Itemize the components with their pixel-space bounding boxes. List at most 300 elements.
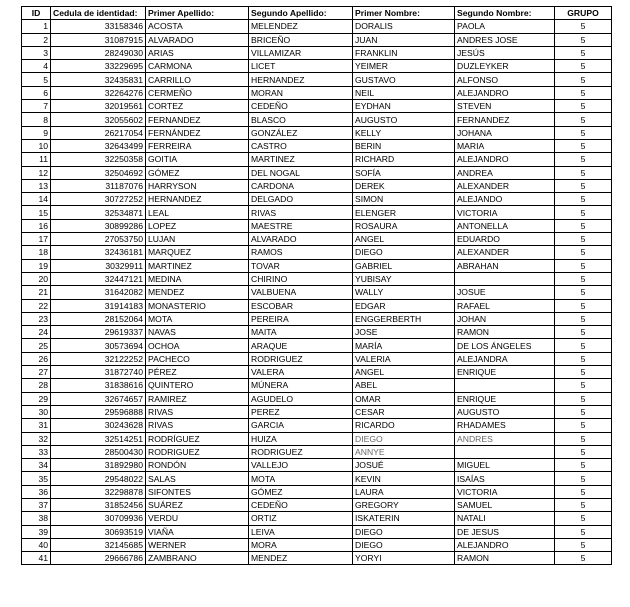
cell-grupo: 5 (555, 113, 612, 126)
cell-cedula: 28500430 (51, 445, 146, 458)
cell-cedula: 32250358 (51, 153, 146, 166)
cell-segundo-apellido: VALBUENA (249, 286, 353, 299)
cell-primer-apellido: RAMIREZ (146, 392, 249, 405)
cell-segundo-nombre: DUZLEYKER (455, 60, 555, 73)
table-row (22, 193, 612, 206)
cell-primer-nombre: NEIL (353, 86, 455, 99)
cell-id: 7 (22, 100, 51, 113)
cell-segundo-nombre: SAMUEL (455, 498, 555, 511)
cell-cedula: 30693519 (51, 525, 146, 538)
cell-id: 6 (22, 86, 51, 99)
table-row (22, 246, 612, 259)
cell-primer-apellido: FERNÁNDEZ (146, 126, 249, 139)
cell-grupo: 5 (555, 286, 612, 299)
table-row (22, 139, 612, 152)
table-row (22, 339, 612, 352)
cell-primer-nombre: EYDHAN (353, 100, 455, 113)
cell-cedula: 29666786 (51, 552, 146, 565)
cell-id: 22 (22, 299, 51, 312)
cell-primer-apellido: MARTINEZ (146, 259, 249, 272)
cell-primer-nombre: WALLY (353, 286, 455, 299)
cell-segundo-nombre: VICTORIA (455, 206, 555, 219)
cell-primer-nombre: SOFÍA (353, 166, 455, 179)
cell-grupo: 5 (555, 512, 612, 525)
cell-primer-nombre: YEIMER (353, 60, 455, 73)
table-row (22, 525, 612, 538)
cell-segundo-apellido: ARAQUE (249, 339, 353, 352)
cell-grupo: 5 (555, 193, 612, 206)
cell-segundo-apellido: CEDEÑO (249, 498, 353, 511)
cell-segundo-apellido: GONZÁLEZ (249, 126, 353, 139)
cell-primer-apellido: MOTA (146, 312, 249, 325)
cell-grupo: 5 (555, 326, 612, 339)
cell-cedula: 31872740 (51, 366, 146, 379)
cell-grupo: 5 (555, 552, 612, 565)
cell-segundo-apellido: MENDEZ (249, 552, 353, 565)
cell-primer-nombre: SIMON (353, 193, 455, 206)
cell-id: 39 (22, 525, 51, 538)
cell-segundo-apellido: TOVAR (249, 259, 353, 272)
cell-primer-apellido: SIFONTES (146, 485, 249, 498)
cell-primer-nombre: CESAR (353, 405, 455, 418)
cell-id: 24 (22, 326, 51, 339)
cell-primer-nombre: GABRIEL (353, 259, 455, 272)
cell-id: 12 (22, 166, 51, 179)
cell-segundo-apellido: MÚNERA (249, 379, 353, 392)
cell-primer-apellido: MEDINA (146, 272, 249, 285)
cell-id: 20 (22, 272, 51, 285)
cell-primer-nombre: JUAN (353, 33, 455, 46)
cell-primer-nombre: GREGORY (353, 498, 455, 511)
table-row (22, 472, 612, 485)
table-row (22, 46, 612, 59)
cell-cedula: 32264276 (51, 86, 146, 99)
cell-primer-apellido: MENDEZ (146, 286, 249, 299)
cell-primer-nombre: DIEGO (353, 432, 455, 445)
cell-segundo-apellido: MARTINEZ (249, 153, 353, 166)
cell-grupo: 5 (555, 259, 612, 272)
cell-cedula: 33158346 (51, 20, 146, 33)
cell-primer-nombre: ANGEL (353, 366, 455, 379)
cell-segundo-nombre: MIGUEL (455, 459, 555, 472)
cell-id: 4 (22, 60, 51, 73)
cell-primer-apellido: MONASTERIO (146, 299, 249, 312)
cell-segundo-apellido: CARDONA (249, 179, 353, 192)
cell-segundo-nombre: JESÚS (455, 46, 555, 59)
cell-primer-nombre: ENGGERBERTH (353, 312, 455, 325)
cell-primer-nombre: MARÍA (353, 339, 455, 352)
cell-segundo-nombre: ALEXANDER (455, 246, 555, 259)
cell-primer-apellido: RODRÍGUEZ (146, 432, 249, 445)
cell-segundo-apellido: LEIVA (249, 525, 353, 538)
cell-primer-apellido: ALVARADO (146, 33, 249, 46)
cell-cedula: 31187076 (51, 179, 146, 192)
header-grupo: GRUPO (555, 7, 612, 20)
cell-segundo-apellido: RODRIGUEZ (249, 352, 353, 365)
cell-grupo: 5 (555, 379, 612, 392)
cell-id: 36 (22, 485, 51, 498)
cell-segundo-nombre: ALEJANDRO (455, 538, 555, 551)
cell-id: 30 (22, 405, 51, 418)
cell-primer-apellido: GÓMEZ (146, 166, 249, 179)
table-row (22, 485, 612, 498)
cell-primer-apellido: LOPEZ (146, 219, 249, 232)
cell-primer-nombre: ELENGER (353, 206, 455, 219)
cell-primer-nombre: DIEGO (353, 246, 455, 259)
cell-primer-apellido: FERREIRA (146, 139, 249, 152)
cell-primer-nombre: OMAR (353, 392, 455, 405)
cell-primer-apellido: RIVAS (146, 405, 249, 418)
cell-id: 38 (22, 512, 51, 525)
header-primer-nombre: Primer Nombre: (353, 7, 455, 20)
cell-grupo: 5 (555, 73, 612, 86)
table-row (22, 405, 612, 418)
cell-segundo-apellido: GÓMEZ (249, 485, 353, 498)
table-row (22, 73, 612, 86)
cell-primer-nombre: VALERIA (353, 352, 455, 365)
cell-primer-apellido: PÉREZ (146, 366, 249, 379)
cell-grupo: 5 (555, 246, 612, 259)
cell-segundo-apellido: MORA (249, 538, 353, 551)
cell-cedula: 32504692 (51, 166, 146, 179)
table-row (22, 33, 612, 46)
cell-primer-apellido: SUÁREZ (146, 498, 249, 511)
cell-grupo: 5 (555, 206, 612, 219)
cell-cedula: 31892980 (51, 459, 146, 472)
cell-id: 17 (22, 233, 51, 246)
cell-id: 15 (22, 206, 51, 219)
cell-grupo: 5 (555, 33, 612, 46)
cell-segundo-nombre: JOHAN (455, 312, 555, 325)
cell-cedula: 30243628 (51, 419, 146, 432)
cell-segundo-nombre: ISAÍAS (455, 472, 555, 485)
cell-primer-apellido: LUJAN (146, 233, 249, 246)
cell-grupo: 5 (555, 139, 612, 152)
cell-primer-nombre: ANNYE (353, 445, 455, 458)
header-segundo-apellido: Segundo Apellido: (249, 7, 353, 20)
cell-primer-nombre: DEREK (353, 179, 455, 192)
cell-segundo-nombre: RAMON (455, 552, 555, 565)
cell-segundo-apellido: PEREZ (249, 405, 353, 418)
cell-id: 21 (22, 286, 51, 299)
cell-segundo-apellido: CEDEÑO (249, 100, 353, 113)
header-segundo-nombre: Segundo Nombre: (455, 7, 555, 20)
cell-id: 40 (22, 538, 51, 551)
students-table (21, 6, 612, 565)
cell-id: 37 (22, 498, 51, 511)
cell-grupo: 5 (555, 472, 612, 485)
cell-segundo-nombre: ABRAHAN (455, 259, 555, 272)
cell-id: 11 (22, 153, 51, 166)
table-row (22, 286, 612, 299)
cell-id: 13 (22, 179, 51, 192)
cell-segundo-apellido: VILLAMIZAR (249, 46, 353, 59)
cell-segundo-nombre: ALEJANDRA (455, 352, 555, 365)
cell-segundo-nombre: ENRIQUE (455, 366, 555, 379)
cell-cedula: 32435831 (51, 73, 146, 86)
cell-id: 31 (22, 419, 51, 432)
table-row (22, 312, 612, 325)
cell-segundo-apellido: HUIZA (249, 432, 353, 445)
cell-segundo-apellido: BRICEÑO (249, 33, 353, 46)
cell-grupo: 5 (555, 405, 612, 418)
cell-grupo: 5 (555, 219, 612, 232)
cell-cedula: 29596888 (51, 405, 146, 418)
cell-segundo-nombre: DE LOS ÁNGELES (455, 339, 555, 352)
cell-segundo-apellido: AGUDELO (249, 392, 353, 405)
cell-primer-nombre: RICHARD (353, 153, 455, 166)
cell-primer-apellido: PACHECO (146, 352, 249, 365)
cell-primer-nombre: KELLY (353, 126, 455, 139)
cell-cedula: 32447121 (51, 272, 146, 285)
cell-id: 18 (22, 246, 51, 259)
cell-id: 1 (22, 20, 51, 33)
cell-id: 3 (22, 46, 51, 59)
cell-grupo: 5 (555, 233, 612, 246)
cell-id: 5 (22, 73, 51, 86)
cell-primer-nombre: DIEGO (353, 538, 455, 551)
cell-segundo-nombre: AUGUSTO (455, 405, 555, 418)
cell-segundo-nombre: ALFONSO (455, 73, 555, 86)
cell-segundo-nombre: ENRIQUE (455, 392, 555, 405)
table-row (22, 60, 612, 73)
cell-segundo-nombre: JOHANA (455, 126, 555, 139)
cell-id: 29 (22, 392, 51, 405)
table-row (22, 538, 612, 551)
table-row (22, 326, 612, 339)
cell-id: 25 (22, 339, 51, 352)
cell-segundo-nombre: ANDRES JOSE (455, 33, 555, 46)
cell-id: 28 (22, 379, 51, 392)
cell-id: 19 (22, 259, 51, 272)
cell-segundo-nombre: RAFAEL (455, 299, 555, 312)
table-row (22, 153, 612, 166)
cell-cedula: 31852456 (51, 498, 146, 511)
cell-segundo-apellido: VALERA (249, 366, 353, 379)
cell-cedula: 32436181 (51, 246, 146, 259)
cell-primer-apellido: RIVAS (146, 419, 249, 432)
cell-grupo: 5 (555, 272, 612, 285)
cell-segundo-apellido: MAITA (249, 326, 353, 339)
table-row (22, 259, 612, 272)
cell-id: 32 (22, 432, 51, 445)
table-row (22, 233, 612, 246)
cell-cedula: 31838616 (51, 379, 146, 392)
cell-segundo-nombre: ALEJANDO (455, 193, 555, 206)
cell-segundo-nombre (455, 272, 555, 285)
cell-grupo: 5 (555, 459, 612, 472)
cell-segundo-apellido: DELGADO (249, 193, 353, 206)
cell-primer-nombre: BERIN (353, 139, 455, 152)
cell-segundo-apellido: HERNANDEZ (249, 73, 353, 86)
cell-primer-apellido: ARIAS (146, 46, 249, 59)
cell-cedula: 30709936 (51, 512, 146, 525)
cell-segundo-nombre (455, 379, 555, 392)
cell-cedula: 28249030 (51, 46, 146, 59)
cell-grupo: 5 (555, 538, 612, 551)
cell-primer-apellido: CARRILLO (146, 73, 249, 86)
cell-id: 16 (22, 219, 51, 232)
cell-id: 34 (22, 459, 51, 472)
cell-segundo-nombre (455, 445, 555, 458)
cell-primer-apellido: CERMEÑO (146, 86, 249, 99)
cell-segundo-nombre: STEVEN (455, 100, 555, 113)
cell-primer-nombre: YUBISAY (353, 272, 455, 285)
cell-segundo-apellido: GARCIA (249, 419, 353, 432)
cell-cedula: 30727252 (51, 193, 146, 206)
cell-grupo: 5 (555, 485, 612, 498)
header-cedula: Cedula de identidad: (51, 7, 146, 20)
cell-grupo: 5 (555, 419, 612, 432)
table-body (22, 20, 612, 565)
cell-primer-apellido: ZAMBRANO (146, 552, 249, 565)
cell-cedula: 30329911 (51, 259, 146, 272)
cell-segundo-nombre: JOSUE (455, 286, 555, 299)
cell-cedula: 27053750 (51, 233, 146, 246)
cell-segundo-apellido: LICET (249, 60, 353, 73)
cell-segundo-nombre: RHADAMES (455, 419, 555, 432)
table-row (22, 366, 612, 379)
cell-grupo: 5 (555, 60, 612, 73)
cell-segundo-nombre: NATALI (455, 512, 555, 525)
cell-grupo: 5 (555, 126, 612, 139)
cell-primer-nombre: ABEL (353, 379, 455, 392)
cell-grupo: 5 (555, 339, 612, 352)
cell-primer-apellido: ACOSTA (146, 20, 249, 33)
cell-grupo: 5 (555, 392, 612, 405)
table-row (22, 432, 612, 445)
cell-segundo-nombre: ANTONELLA (455, 219, 555, 232)
table-row (22, 445, 612, 458)
cell-segundo-nombre: FERNANDEZ (455, 113, 555, 126)
cell-segundo-apellido: ESCOBAR (249, 299, 353, 312)
cell-primer-apellido: QUINTERO (146, 379, 249, 392)
cell-cedula: 26217054 (51, 126, 146, 139)
table-row (22, 352, 612, 365)
cell-grupo: 5 (555, 166, 612, 179)
cell-primer-apellido: WERNER (146, 538, 249, 551)
table-row (22, 498, 612, 511)
cell-primer-nombre: JOSE (353, 326, 455, 339)
cell-cedula: 32019561 (51, 100, 146, 113)
cell-cedula: 30573694 (51, 339, 146, 352)
cell-grupo: 5 (555, 86, 612, 99)
cell-cedula: 32643499 (51, 139, 146, 152)
cell-segundo-nombre: MARIA (455, 139, 555, 152)
cell-id: 8 (22, 113, 51, 126)
table-row (22, 219, 612, 232)
cell-segundo-apellido: DEL NOGAL (249, 166, 353, 179)
cell-segundo-nombre: DE JESUS (455, 525, 555, 538)
table-row (22, 100, 612, 113)
cell-segundo-apellido: CASTRO (249, 139, 353, 152)
table-row (22, 113, 612, 126)
cell-cedula: 28152064 (51, 312, 146, 325)
cell-segundo-nombre: ANDREA (455, 166, 555, 179)
cell-segundo-apellido: RIVAS (249, 206, 353, 219)
cell-segundo-nombre: ALEJANDRO (455, 86, 555, 99)
cell-cedula: 31087915 (51, 33, 146, 46)
cell-primer-apellido: HARRYSON (146, 179, 249, 192)
cell-primer-nombre: RICARDO (353, 419, 455, 432)
cell-primer-nombre: LAURA (353, 485, 455, 498)
cell-primer-nombre: ISKATERIN (353, 512, 455, 525)
cell-primer-apellido: VERDU (146, 512, 249, 525)
table-row (22, 379, 612, 392)
cell-grupo: 5 (555, 525, 612, 538)
cell-segundo-apellido: RODRIGUEZ (249, 445, 353, 458)
cell-grupo: 5 (555, 299, 612, 312)
cell-segundo-apellido: CHIRINO (249, 272, 353, 285)
cell-grupo: 5 (555, 20, 612, 33)
cell-segundo-apellido: MELENDEZ (249, 20, 353, 33)
cell-id: 9 (22, 126, 51, 139)
cell-id: 23 (22, 312, 51, 325)
cell-primer-apellido: OCHOA (146, 339, 249, 352)
cell-cedula: 32514251 (51, 432, 146, 445)
cell-segundo-nombre: ALEJANDRO (455, 153, 555, 166)
cell-primer-nombre: EDGAR (353, 299, 455, 312)
cell-grupo: 5 (555, 366, 612, 379)
cell-grupo: 5 (555, 100, 612, 113)
table-row (22, 419, 612, 432)
cell-segundo-nombre: ANDRES (455, 432, 555, 445)
cell-primer-nombre: DIEGO (353, 525, 455, 538)
cell-cedula: 32534871 (51, 206, 146, 219)
cell-segundo-apellido: RAMOS (249, 246, 353, 259)
cell-id: 2 (22, 33, 51, 46)
cell-grupo: 5 (555, 445, 612, 458)
cell-segundo-apellido: MOTA (249, 472, 353, 485)
cell-cedula: 31642082 (51, 286, 146, 299)
cell-primer-apellido: CORTEZ (146, 100, 249, 113)
cell-primer-apellido: CARMONA (146, 60, 249, 73)
table-row (22, 392, 612, 405)
cell-grupo: 5 (555, 352, 612, 365)
cell-id: 14 (22, 193, 51, 206)
cell-primer-nombre: GUSTAVO (353, 73, 455, 86)
cell-grupo: 5 (555, 46, 612, 59)
cell-segundo-nombre: VICTORIA (455, 485, 555, 498)
cell-primer-apellido: SALAS (146, 472, 249, 485)
cell-primer-apellido: VIAÑA (146, 525, 249, 538)
cell-segundo-nombre: EDUARDO (455, 233, 555, 246)
table-row (22, 20, 612, 33)
cell-primer-apellido: GOITIA (146, 153, 249, 166)
cell-cedula: 32298878 (51, 485, 146, 498)
cell-segundo-apellido: VALLEJO (249, 459, 353, 472)
cell-primer-apellido: LEAL (146, 206, 249, 219)
cell-cedula: 29619337 (51, 326, 146, 339)
table-row (22, 552, 612, 565)
cell-cedula: 33229695 (51, 60, 146, 73)
cell-primer-nombre: DORALIS (353, 20, 455, 33)
cell-primer-nombre: KEVIN (353, 472, 455, 485)
table-row (22, 512, 612, 525)
table-row (22, 459, 612, 472)
cell-cedula: 32122252 (51, 352, 146, 365)
table-row (22, 86, 612, 99)
cell-id: 27 (22, 366, 51, 379)
cell-segundo-nombre: PAOLA (455, 20, 555, 33)
cell-segundo-nombre: ALEXANDER (455, 179, 555, 192)
header-row (22, 7, 612, 20)
cell-primer-nombre: FRANKLIN (353, 46, 455, 59)
cell-id: 35 (22, 472, 51, 485)
cell-grupo: 5 (555, 312, 612, 325)
cell-grupo: 5 (555, 153, 612, 166)
cell-primer-nombre: JOSUÉ (353, 459, 455, 472)
